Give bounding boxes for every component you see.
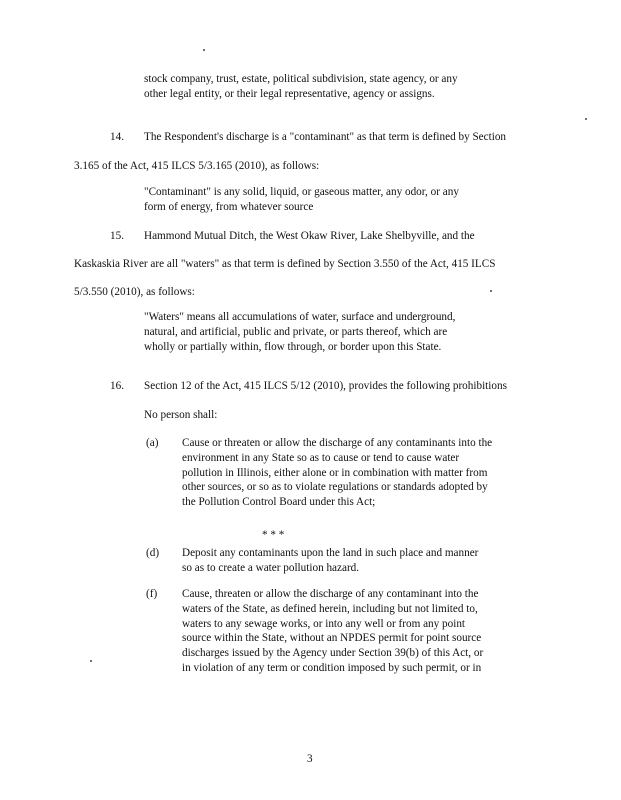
para-15-line-2: Kaskaskia River are all "waters" as that term is defined by Section 3.550 of the Act, 415 ILCS [74,258,496,270]
para-14-number: 14. [110,131,124,143]
item-label: (a) [146,437,159,449]
para-15-number: 15. [110,230,124,242]
para-14-line-1: The Respondent's discharge is a "contaminant" as that term is defined by Section [144,131,507,143]
item-label: (f) [146,588,158,600]
para-15-line-3: 5/3.550 (2010), as follows: [74,286,195,298]
para-14-line-2: 3.165 of the Act, 415 ILCS 5/3.165 (2010), as follows: [74,160,320,172]
para-16-intro: No person shall: [144,409,218,421]
para-16-number: 16. [110,380,124,392]
para-15-quote: "Waters" means all accumulations of water, surface and underground, natural, and artificial, public and private, or parts thereof, which are wholly or partially within, flow through, or border upon this State. [144,311,456,353]
item-label: (d) [146,547,160,559]
item-text: Cause or threaten or allow the discharge of any contaminants into the environment in any State so as to cause or tend to cause water pollution in Illinois, either alone or in combination with matter from other sources, or so as to violate regulations or standards adopted by the Pollution Control Board under this Act; [182,437,493,509]
section-ellipsis: * * * [262,529,285,541]
continuation-text: stock company, trust, estate, political subdivision, state agency, or any other legal entity, or their legal representative, agency or assigns. [144,73,458,100]
para-15-line-1: Hammond Mutual Ditch, the West Okaw River, Lake Shelbyville, and the [144,230,475,242]
scan-speck [90,660,92,662]
para-14-quote: "Contaminant" is any solid, liquid, or gaseous matter, any odor, or any form of energy, from whatever source [144,186,459,213]
scan-speck [585,118,587,120]
scan-speck [490,290,492,292]
page-number: 3 [307,753,313,765]
item-text: Deposit any contaminants upon the land in such place and manner so as to create a water pollution hazard. [182,547,479,574]
item-text: Cause, threaten or allow the discharge of any contaminant into the waters of the State, as defined herein, including but not limited to, waters to any sewage works, or into any well or from any point source within the State, without an NPDES permit for point source discharges issued by the Agency under Section 39(b) of this Act, or in violation of any term or condition imposed by such permit, or in [182,588,484,674]
scan-speck [203,49,205,51]
para-16-line-1: Section 12 of the Act, 415 ILCS 5/12 (2010), provides the following prohibitions [144,380,507,392]
